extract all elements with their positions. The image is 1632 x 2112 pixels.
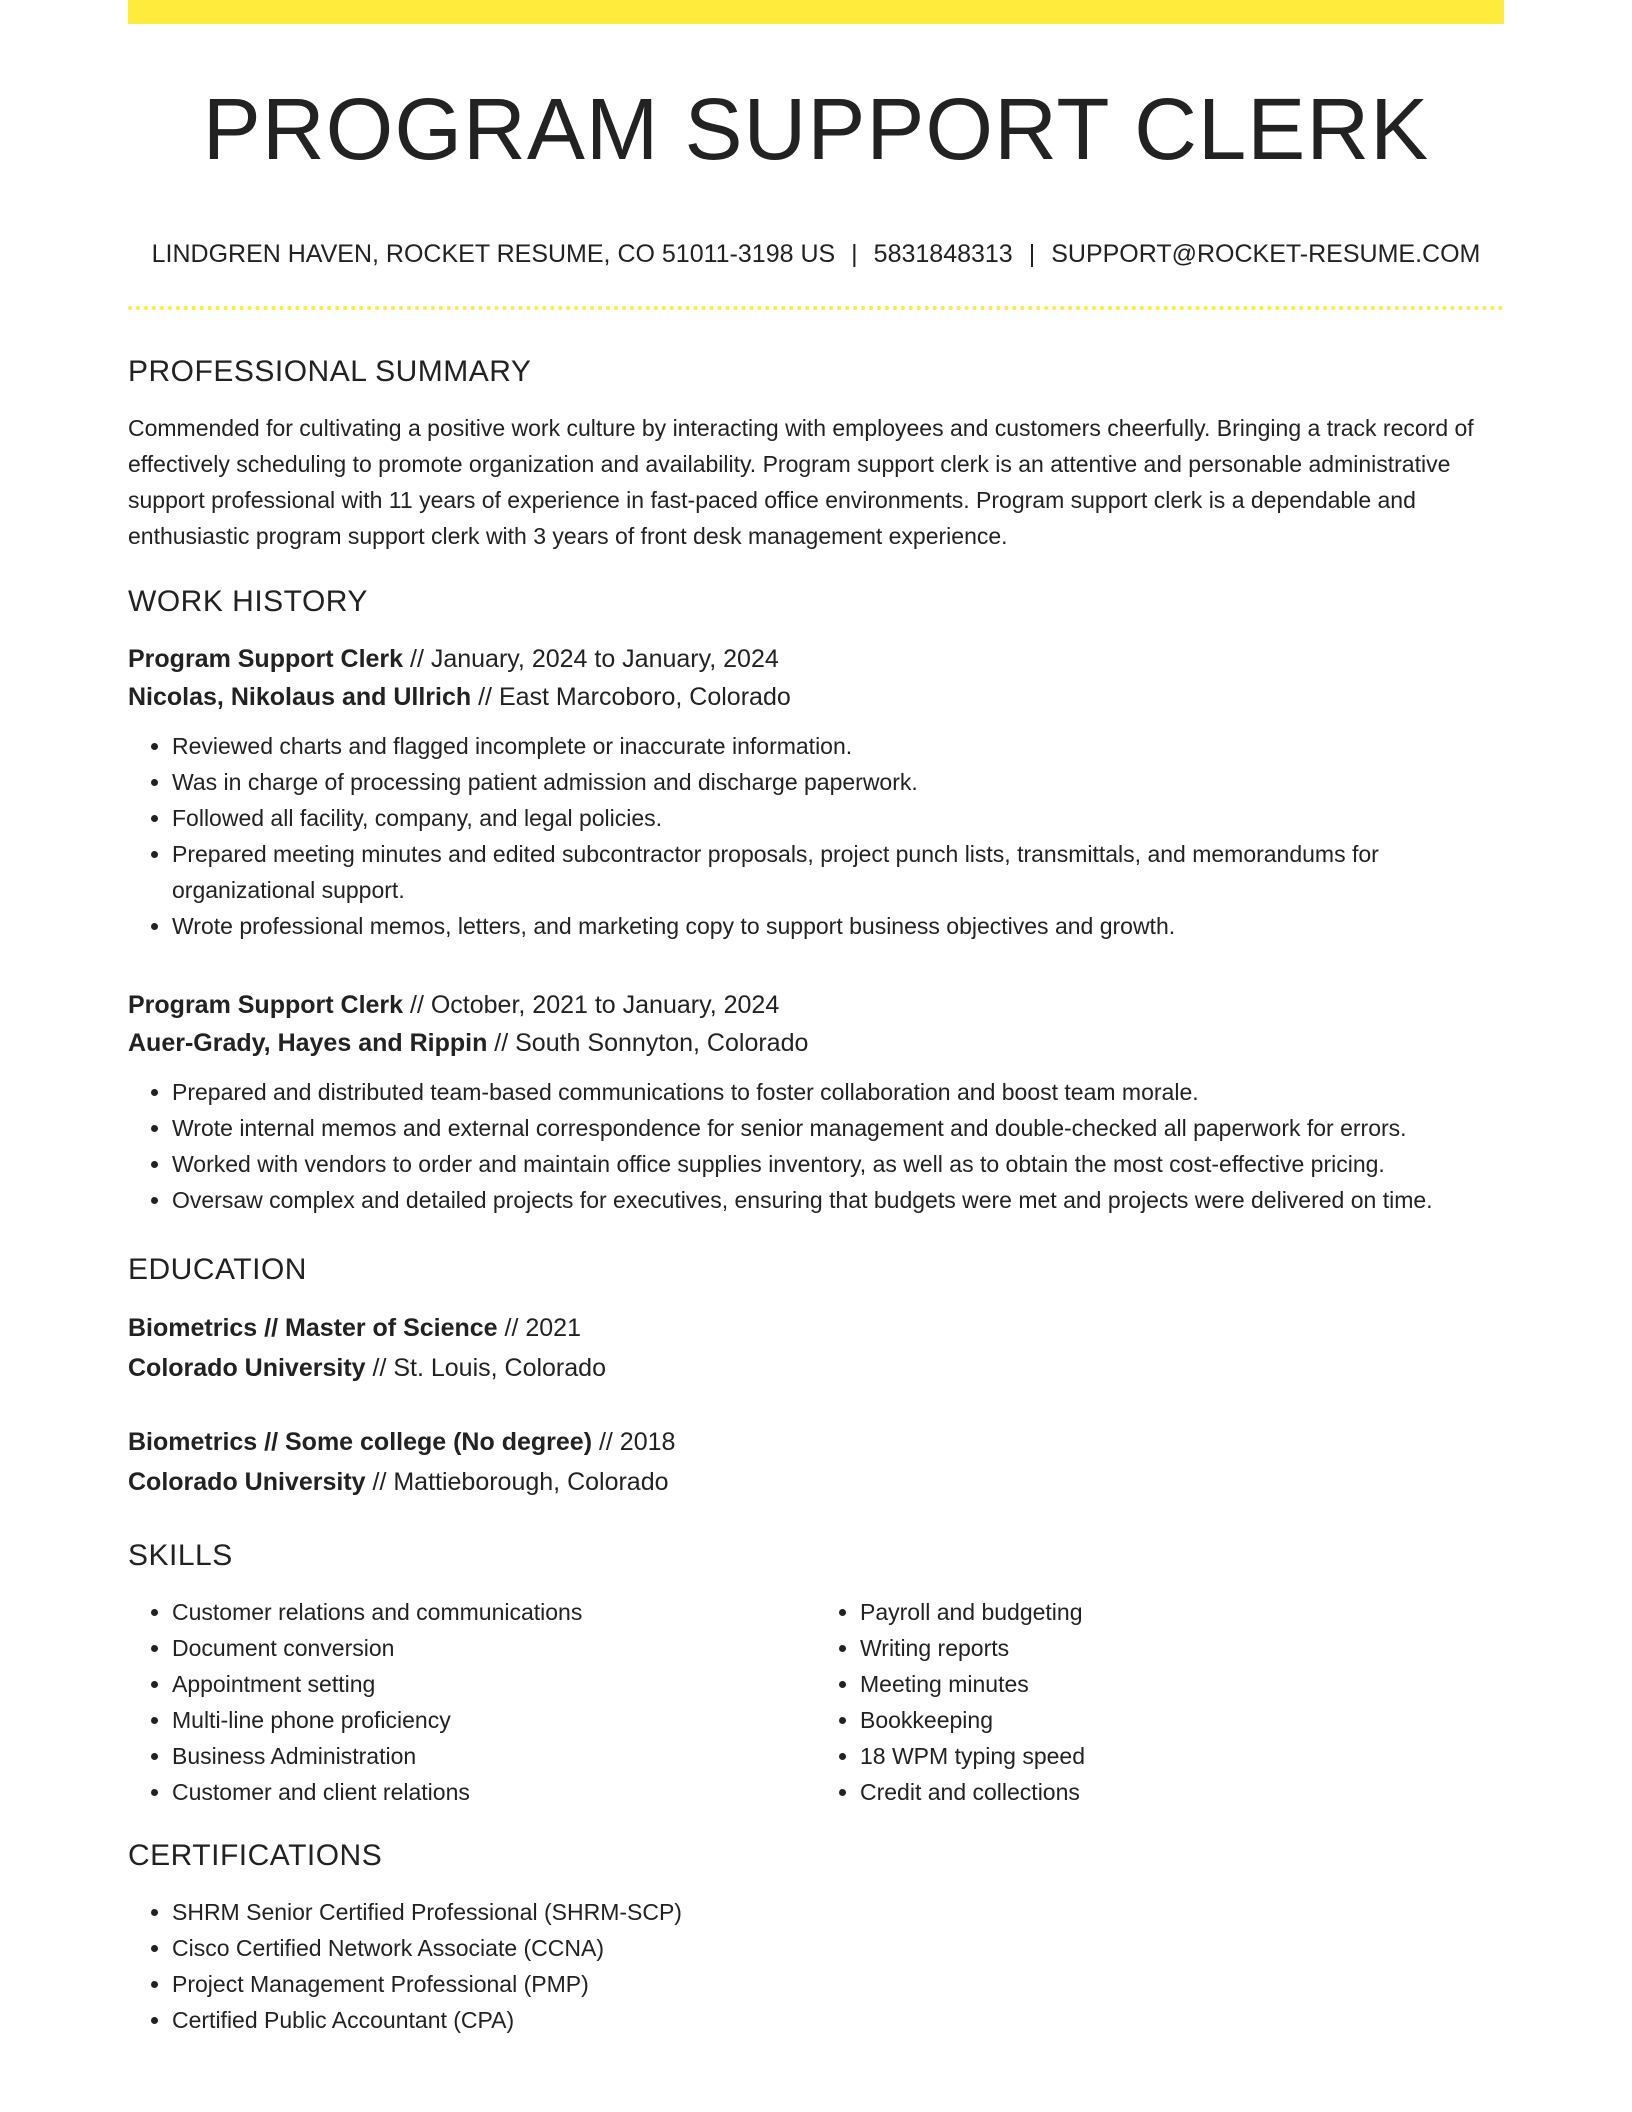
section-heading-work-history: WORK HISTORY (128, 585, 368, 618)
resume-content (128, 352, 1504, 2038)
job-bullets (128, 728, 1504, 944)
degree: Biometrics // Master of Science (128, 1314, 498, 1342)
job-company: Auer-Grady, Hayes and Rippin (128, 1029, 488, 1057)
skills-list-right (816, 1594, 1504, 1810)
job-location: // South Sonnyton, Colorado (487, 1029, 809, 1057)
section-heading-education: EDUCATION (128, 1253, 307, 1286)
list-item: • Document conversion (172, 1630, 816, 1666)
contact-line (128, 234, 1504, 274)
school-line (128, 1462, 1504, 1502)
list-item: • Payroll and budgeting (860, 1594, 1504, 1630)
dotted-divider (128, 306, 1504, 310)
education-entry (128, 1422, 1504, 1502)
job-dates: // October, 2021 to January, 2024 (403, 991, 780, 1019)
contact-separator: | (851, 240, 858, 268)
list-item: • 18 WPM typing speed (860, 1738, 1504, 1774)
skills-list-left (128, 1594, 816, 1810)
list-item: • Bookkeeping (860, 1702, 1504, 1738)
degree-year: // 2021 (497, 1314, 581, 1342)
job-bullets (128, 1074, 1504, 1218)
list-item: • Prepared and distributed team-based communications to foster collaboration and boost team morale. (172, 1074, 1504, 1110)
list-item: • Customer relations and communications (172, 1594, 816, 1630)
degree: Biometrics // Some college (No degree) (128, 1428, 593, 1456)
job-company-line (128, 678, 1504, 716)
certifications-section (128, 1836, 1504, 2038)
list-item: • Wrote professional memos, letters, and marketing copy to support business objectives and growth. (172, 908, 1504, 944)
list-item: • Multi-line phone proficiency (172, 1702, 816, 1738)
list-item: • Prepared meeting minutes and edited subcontractor proposals, project punch lists, transmittals, and memorandums for organizational support. (172, 836, 1504, 908)
list-item: • Credit and collections (860, 1774, 1504, 1810)
list-item: • Appointment setting (172, 1666, 816, 1702)
degree-line (128, 1308, 1504, 1348)
education-section (128, 1250, 1504, 1502)
certifications-list (128, 1894, 1504, 2038)
job-title: Program Support Clerk (128, 991, 404, 1019)
job-company-line (128, 1024, 1504, 1062)
school-location: // St. Louis, Colorado (365, 1354, 606, 1382)
job-dates: // January, 2024 to January, 2024 (403, 645, 779, 673)
list-item: • Project Management Professional (PMP) (172, 1966, 1504, 2002)
list-item: • Writing reports (860, 1630, 1504, 1666)
school-location: // Mattieborough, Colorado (365, 1468, 669, 1496)
list-item: • Business Administration (172, 1738, 816, 1774)
list-item: • Cisco Certified Network Associate (CCNA) (172, 1930, 1504, 1966)
job-title: Program Support Clerk (128, 645, 404, 673)
list-item: • Certified Public Accountant (CPA) (172, 2002, 1504, 2038)
summary-section (128, 352, 1504, 554)
summary-text: Commended for cultivating a positive work culture by interacting with employees and customers cheerfully. Bringing a track record of effectively scheduling to promote organization and availability. Program support clerk is an attentive and personable administrative support professional with 11 years of experience in fast-paced office environments. Program support clerk is a dependable and enthusiastic program support clerk with 3 years of front desk management experience. (128, 415, 1474, 549)
list-item: • SHRM Senior Certified Professional (SHRM-SCP) (172, 1894, 1504, 1930)
contact-email: SUPPORT@ROCKET-RESUME.COM (1051, 240, 1481, 268)
work-history-section (128, 582, 1504, 1218)
contact-phone: 5831848313 (873, 240, 1013, 268)
school-line (128, 1348, 1504, 1388)
list-item: • Oversaw complex and detailed projects for executives, ensuring that budgets were met and projects were delivered on time. (172, 1182, 1504, 1218)
job-title-line (128, 986, 1504, 1024)
job-title-line (128, 640, 1504, 678)
page-title: PROGRAM SUPPORT CLERK (202, 81, 1430, 178)
contact-separator: | (1028, 240, 1036, 268)
contact-address: LINDGREN HAVEN, ROCKET RESUME, CO 51011-3198 US (151, 240, 836, 268)
list-item: • Reviewed charts and flagged incomplete or inaccurate information. (172, 728, 1504, 764)
skills-columns (128, 1594, 1504, 1810)
job-company: Nicolas, Nikolaus and Ullrich (128, 683, 472, 711)
list-item: • Worked with vendors to order and maintain office supplies inventory, as well as to obtain the most cost-effective pricing. (172, 1146, 1504, 1182)
skills-section (128, 1536, 1504, 1810)
job-location: // East Marcoboro, Colorado (471, 683, 791, 711)
degree-year: // 2018 (592, 1428, 676, 1456)
list-item: • Customer and client relations (172, 1774, 816, 1810)
list-item: • Wrote internal memos and external correspondence for senior management and double-checked all paperwork for errors. (172, 1110, 1504, 1146)
list-item: • Meeting minutes (860, 1666, 1504, 1702)
top-accent-bar (128, 0, 1504, 24)
section-heading-summary: PROFESSIONAL SUMMARY (128, 355, 532, 388)
list-item: • Was in charge of processing patient admission and discharge paperwork. (172, 764, 1504, 800)
section-heading-certifications: CERTIFICATIONS (128, 1839, 383, 1872)
list-item: • Followed all facility, company, and legal policies. (172, 800, 1504, 836)
degree-line (128, 1422, 1504, 1462)
job-entry (128, 640, 1504, 944)
school: Colorado University (128, 1468, 366, 1496)
section-heading-skills: SKILLS (128, 1539, 233, 1572)
job-entry (128, 986, 1504, 1218)
school: Colorado University (128, 1354, 366, 1382)
education-entry (128, 1308, 1504, 1388)
